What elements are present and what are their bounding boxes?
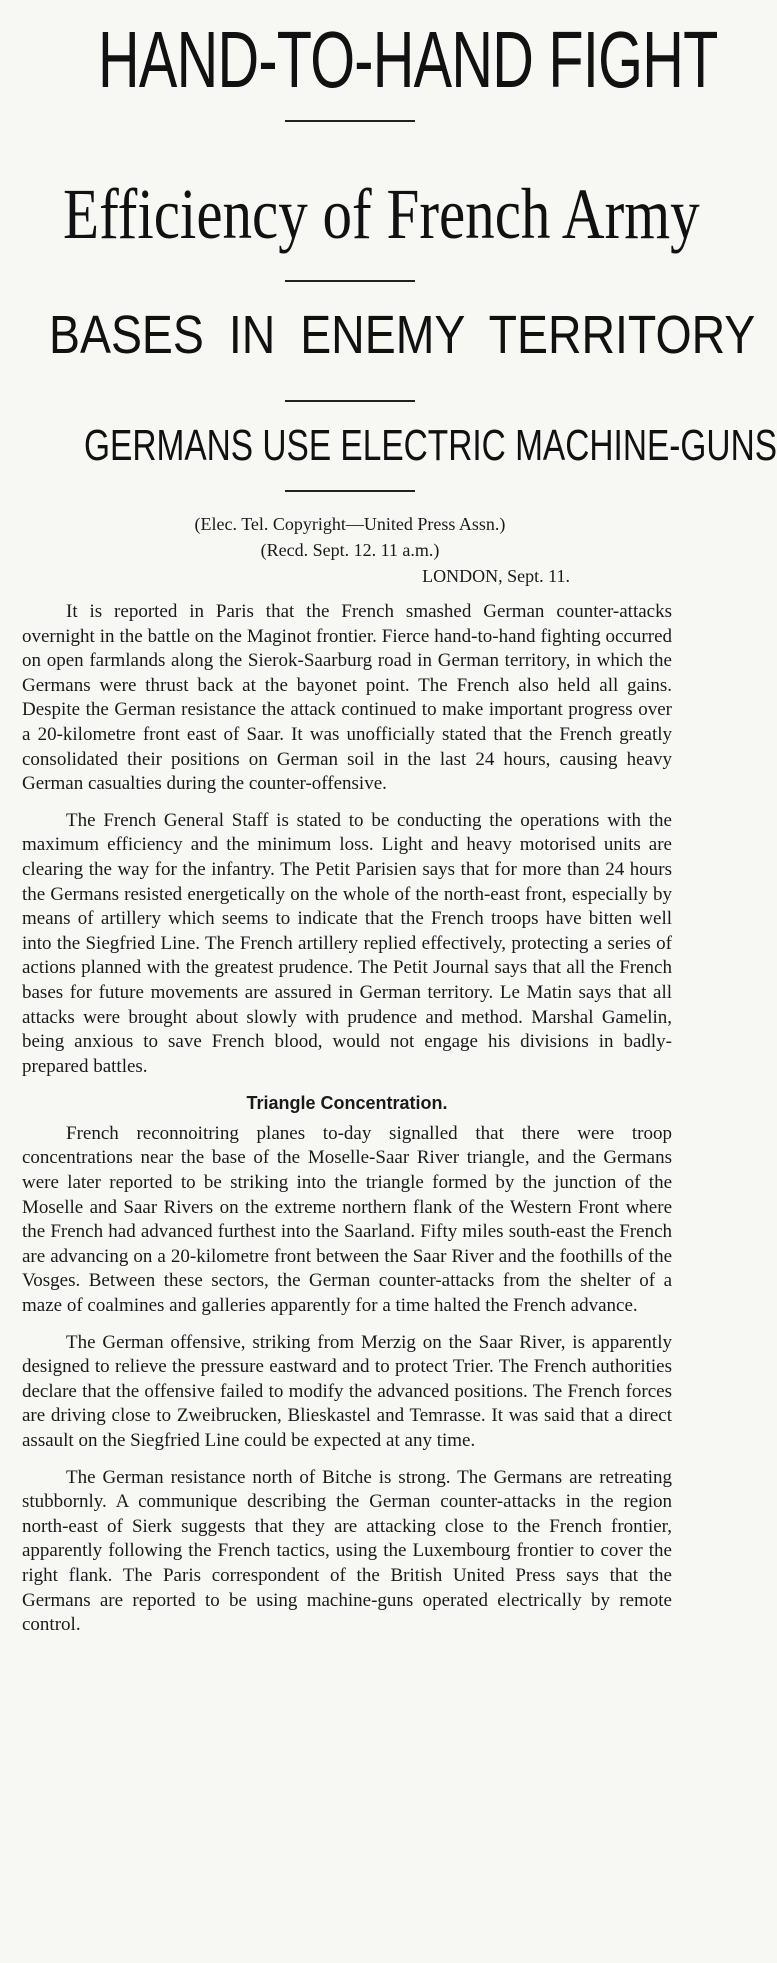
article-body xyxy=(22,600,672,1650)
divider-rule xyxy=(285,400,415,402)
received-credit: (Recd. Sept. 12. 11 a.m.) xyxy=(260,540,440,560)
paragraph-5: The German resistance north of Bitche is strong. The Germans are retreating stubbornly. A communique describing the German counter-attacks in the region north-east of Sierk suggests that they are attacking close to the French frontier, apparently following the French tactics, using the Luxembourg frontier to cover the right flank. The Paris correspondent of the British United Press says that the Germans are reported to be using machine-guns operated electrically by remote control. xyxy=(22,1466,672,1636)
paragraph-2: The French General Staff is stated to be conducting the operations with the maximum efficiency and the minimum loss. Light and heavy motorised units are clearing the way for the infantry. The Petit Parisien says that for more than 24 hours the Germans resisted energetically on the whole of the north-east front, especially by means of artillery which seems to indicate that the French troops have bitten well into the Siegfried Line. The French artillery replied effectively, protecting a series of actions planned with the greatest prudence. The Petit Journal says that all the French bases for future movements are assured in German territory. Le Matin says that all attacks were brought about slowly with prudence and method. Marshal Gamelin, being anxious to save French blood, would not engage his divisions in badly-prepared battles. xyxy=(22,809,672,1077)
headline-bases-enemy-territory: BASES IN ENEMY TERRITORY xyxy=(49,305,756,365)
paragraph-3: French reconnoitring planes to-day signalled that there were troop concentrations near the base of the Moselle-Saar River triangle, and the Germans were later reported to be striking into the triangle formed by the junction of the Moselle and Saar Rivers on the extreme northern flank of the Western Front where the French had advanced furthest into the Saarland. Fifty miles south-east the French are advancing on a 20-kilometre front between the Saar River and the foothills of the Vosges. Between these sectors, the German counter-attacks from the shelter of a maze of coalmines and galleries apparently for a time halted the French advance. xyxy=(22,1122,672,1317)
headline-hand-to-hand-fight: HAND-TO-HAND FIGHT xyxy=(97,15,718,104)
headline-electric-machine-guns: GERMANS USE ELECTRIC MACHINE-GUNS xyxy=(84,421,777,470)
paragraph-4: The German offensive, striking from Merzig on the Saar River, is apparently designed to relieve the pressure eastward and to protect Trier. The French authorities declare that the offensive failed to modify the advanced positions. The French forces are driving close to Zweibrucken, Blieskastel and Temrasse. It was said that a direct assault on the Siegfried Line could be expected at any time. xyxy=(22,1331,672,1451)
divider-rule xyxy=(285,280,415,282)
divider-rule xyxy=(285,490,415,492)
headline-efficiency-french-army: Efficiency of French Army xyxy=(63,174,700,254)
paragraph-1: It is reported in Paris that the French smashed German counter-attacks overnight in the battle on the Maginot frontier. Fierce hand-to-hand fighting occurred on open farmlands along the Sierok-Saarburg road in German territory, in which the Germans were thrust back at the bayonet point. The French also held all gains. Despite the German resistance the attack continued to make important progress over a 20-kilometre front east of Saar. It was unofficially stated that the French greatly consolidated their positions on German soil in the last 24 hours, causing heavy German casualties during the counter-offensive. xyxy=(22,601,672,795)
copyright-credit: (Elec. Tel. Copyright—United Press Assn.) xyxy=(194,514,506,534)
subheading-triangle-concentration: Triangle Concentration. xyxy=(246,1093,448,1114)
dateline: LONDON, Sept. 11. xyxy=(422,566,570,586)
divider-rule xyxy=(285,120,415,122)
